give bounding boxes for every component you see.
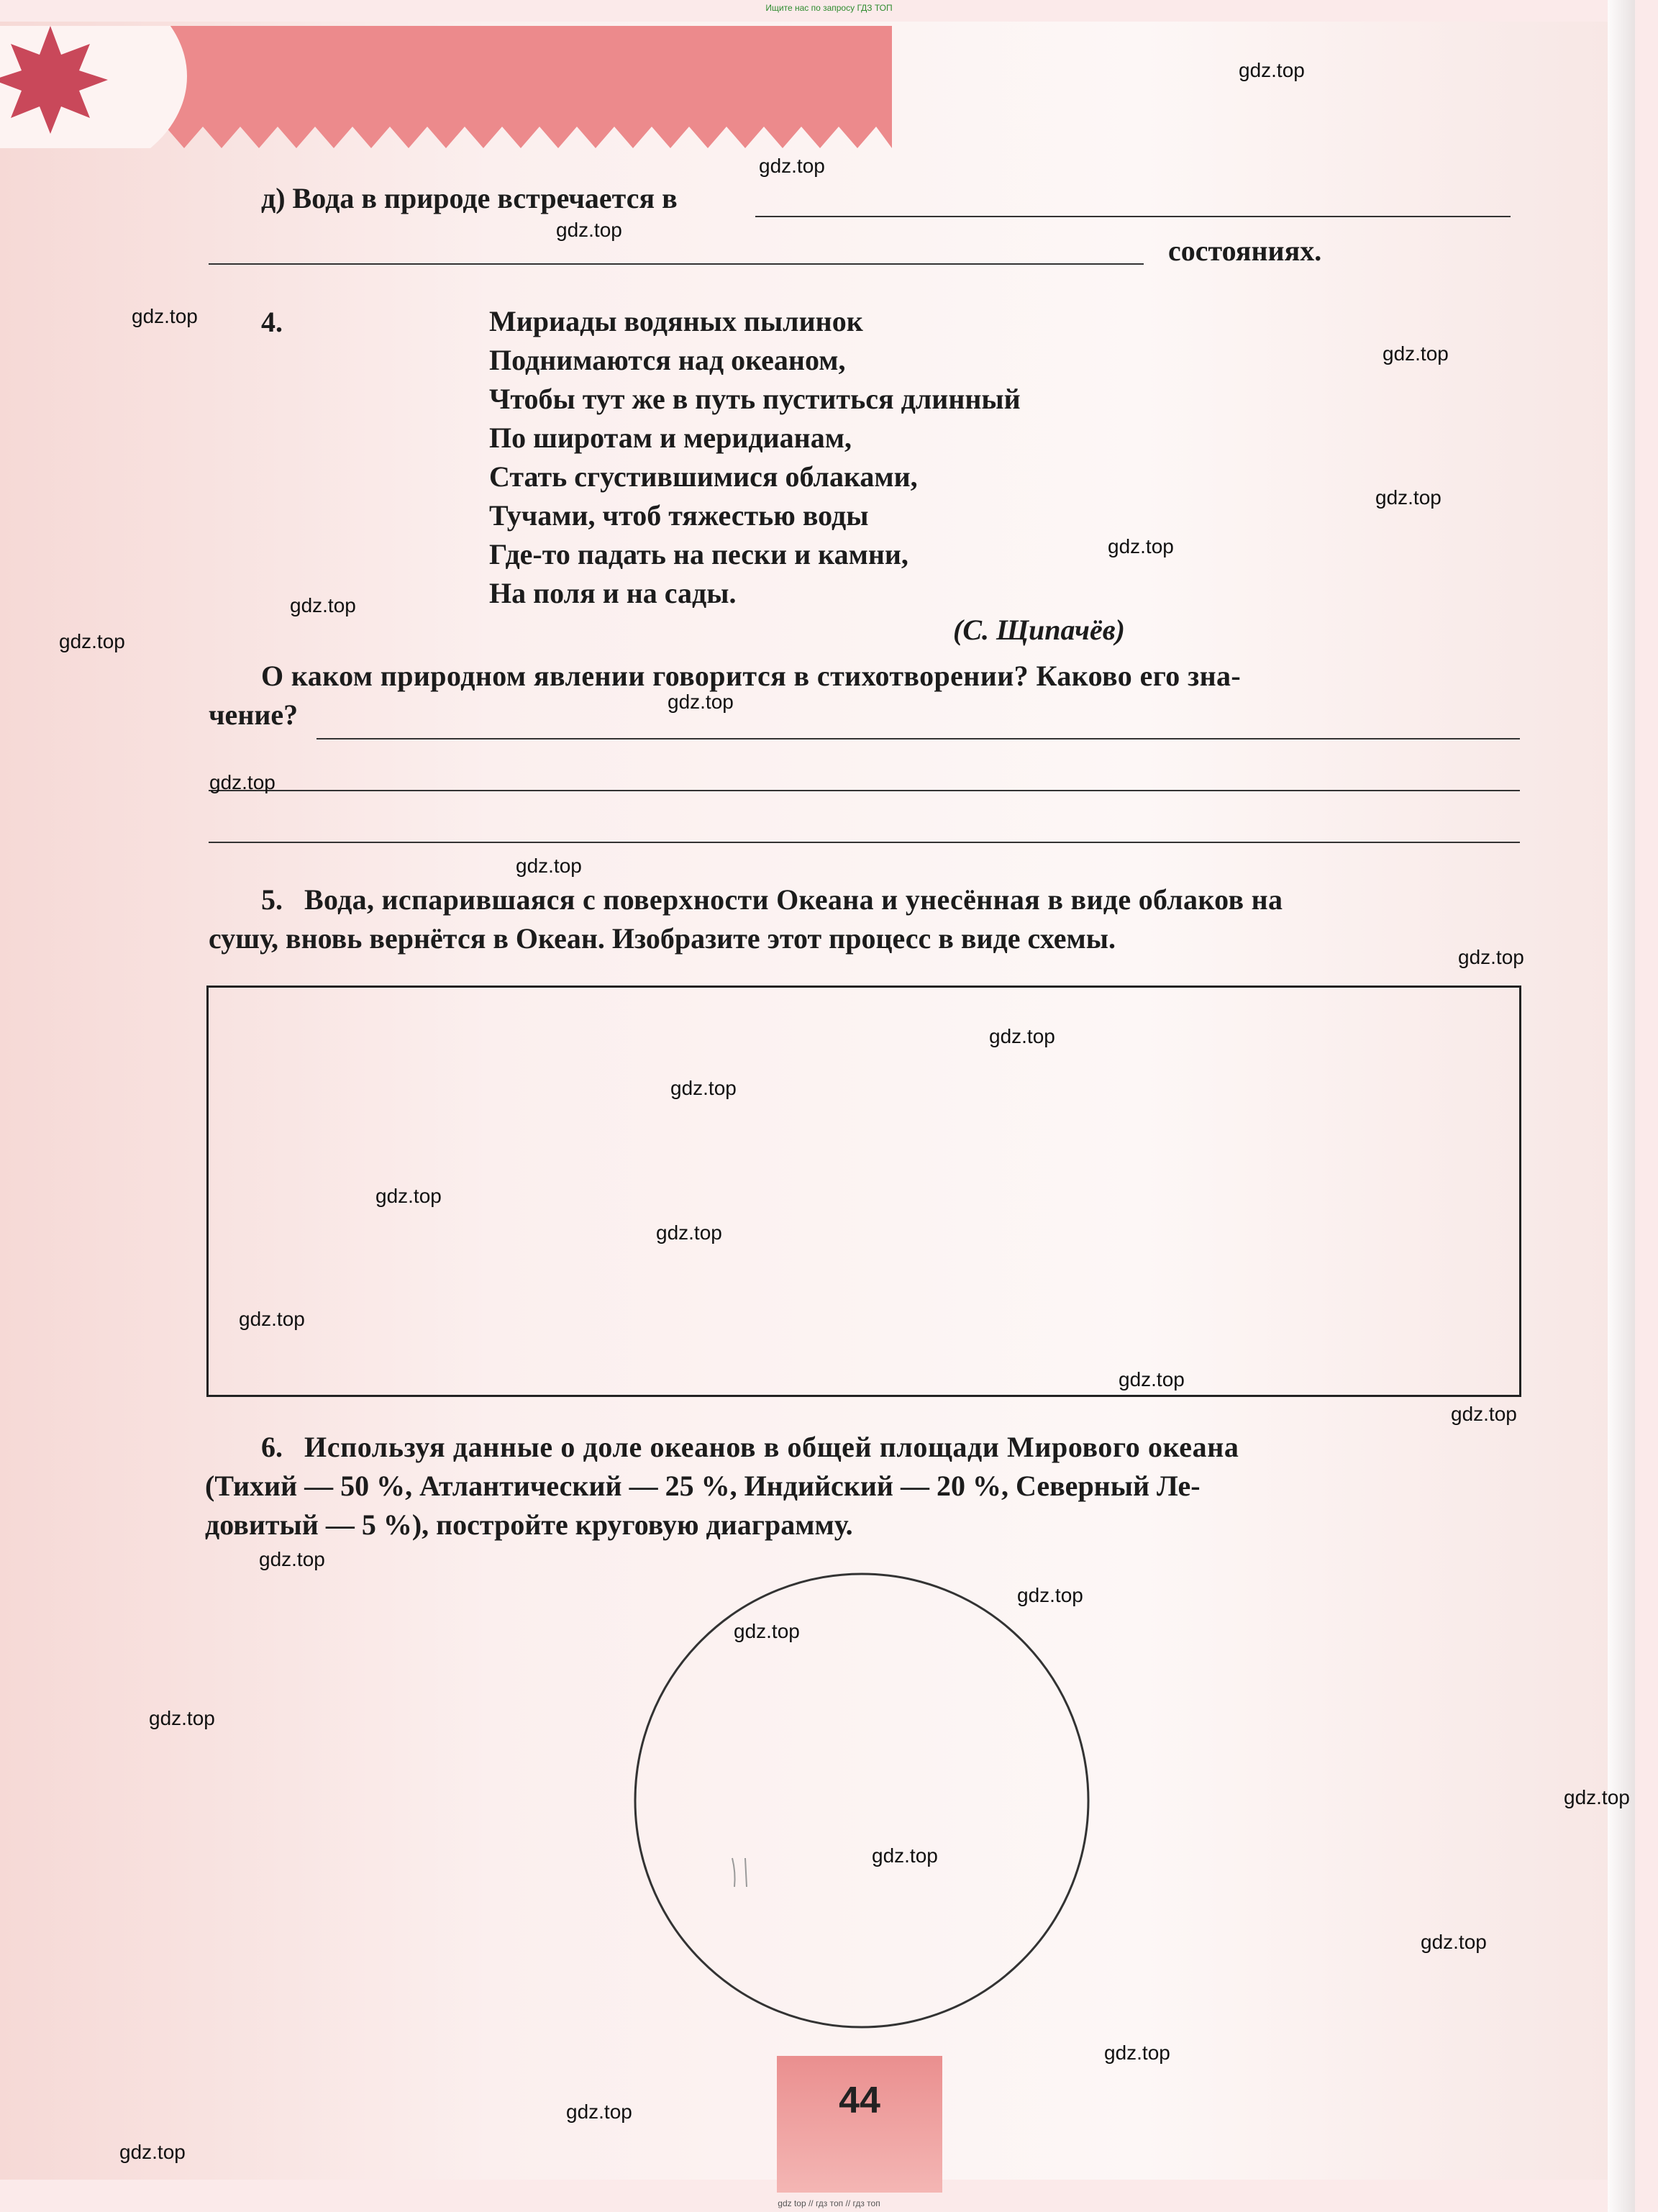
task-d-text: д) Вода в природе встречается в — [261, 182, 678, 214]
watermark: gdz.top — [1108, 535, 1174, 557]
task6-line3: довитый — 5 %), постройте круговую диаграмму. — [205, 1508, 853, 1541]
task6-line2: (Тихий — 50 %, Атлантический — 25 %, Индийский — 20 %, Северный Ле- — [205, 1470, 1201, 1502]
watermark: gdz.top — [209, 771, 275, 793]
poem-line: Стать сгустившимися облаками, — [489, 460, 918, 493]
watermark: gdz.top — [239, 1308, 305, 1330]
watermark: gdz.top — [556, 219, 622, 241]
poem-line: Тучами, чтоб тяжестью воды — [489, 499, 869, 532]
poem-author: (С. Щипачёв) — [953, 614, 1125, 646]
watermark: gdz.top — [566, 2101, 632, 2123]
poem-line: Чтобы тут же в путь пуститься длинный — [489, 383, 1021, 415]
answer-line[interactable] — [755, 216, 1511, 217]
watermark: gdz.top — [119, 2141, 186, 2163]
watermark: gdz.top — [670, 1077, 737, 1099]
pie-chart-circle[interactable] — [632, 1570, 1092, 2031]
watermark: gdz.top — [1451, 1403, 1517, 1425]
task6-line1: Используя данные о доле океанов в общей площади Мирового океана — [304, 1431, 1239, 1463]
page-edge — [1608, 0, 1635, 2212]
watermark: gdz.top — [1383, 342, 1449, 365]
task-d-ending: состояниях. — [1168, 235, 1322, 267]
task6-number: 6. — [261, 1431, 283, 1463]
watermark: gdz.top — [1375, 486, 1441, 509]
poem-line: По широтам и меридианам, — [489, 422, 852, 454]
poem — [489, 302, 1021, 613]
answer-line[interactable] — [316, 738, 1520, 739]
watermark: gdz.top — [1458, 946, 1524, 968]
watermark: gdz.top — [1564, 1786, 1630, 1808]
footer-note: gdz top // гдз топ // гдз топ — [778, 2198, 880, 2208]
decorative-banner — [0, 26, 892, 148]
task5-line2: сушу, вновь вернётся в Океан. Изобразите этот процесс в виде схемы. — [209, 922, 1116, 955]
watermark: gdz.top — [1421, 1931, 1487, 1953]
watermark: gdz.top — [989, 1025, 1055, 1047]
poem-line: Мириады водяных пылинок — [489, 305, 863, 337]
watermark: gdz.top — [516, 855, 582, 877]
poem-line: На поля и на сады. — [489, 577, 737, 609]
poem-line: Поднимаются над океаном, — [489, 344, 846, 376]
watermark: gdz.top — [1239, 59, 1305, 81]
task4-question-line2: чение? — [209, 698, 299, 731]
poem-line: Где-то падать на пески и камни, — [489, 538, 908, 570]
watermark: gdz.top — [149, 1707, 215, 1729]
task4-number: 4. — [261, 306, 283, 338]
watermark: gdz.top — [132, 305, 198, 327]
task5-number: 5. — [261, 883, 283, 916]
watermark: gdz.top — [290, 594, 356, 616]
watermark: gdz.top — [59, 630, 125, 652]
answer-line[interactable] — [209, 842, 1520, 843]
watermark: gdz.top — [1119, 1368, 1185, 1391]
watermark: gdz.top — [1017, 1584, 1083, 1606]
pencil-mark — [732, 1858, 747, 1887]
watermark: gdz.top — [656, 1221, 722, 1244]
watermark: gdz.top — [668, 691, 734, 713]
page-number: 44 — [839, 2080, 880, 2121]
watermark: gdz.top — [259, 1548, 325, 1570]
answer-line[interactable] — [209, 263, 1144, 265]
watermark: gdz.top — [759, 155, 825, 177]
watermark: gdz.top — [1104, 2042, 1170, 2064]
watermark: gdz.top — [734, 1620, 800, 1642]
answer-line[interactable] — [209, 790, 1520, 791]
watermark: gdz.top — [872, 1844, 938, 1867]
header-note: Ищите нас по запросу ГДЗ ТОП — [765, 3, 893, 13]
watermark: gdz.top — [375, 1185, 442, 1207]
task4-question-line1: О каком природном явлении говорится в стихотворении? Каково его зна- — [261, 660, 1242, 692]
task5-line1: Вода, испарившаяся с поверхности Океана и унесённая в виде облаков на — [304, 883, 1283, 916]
page-number-tab — [777, 2056, 942, 2193]
